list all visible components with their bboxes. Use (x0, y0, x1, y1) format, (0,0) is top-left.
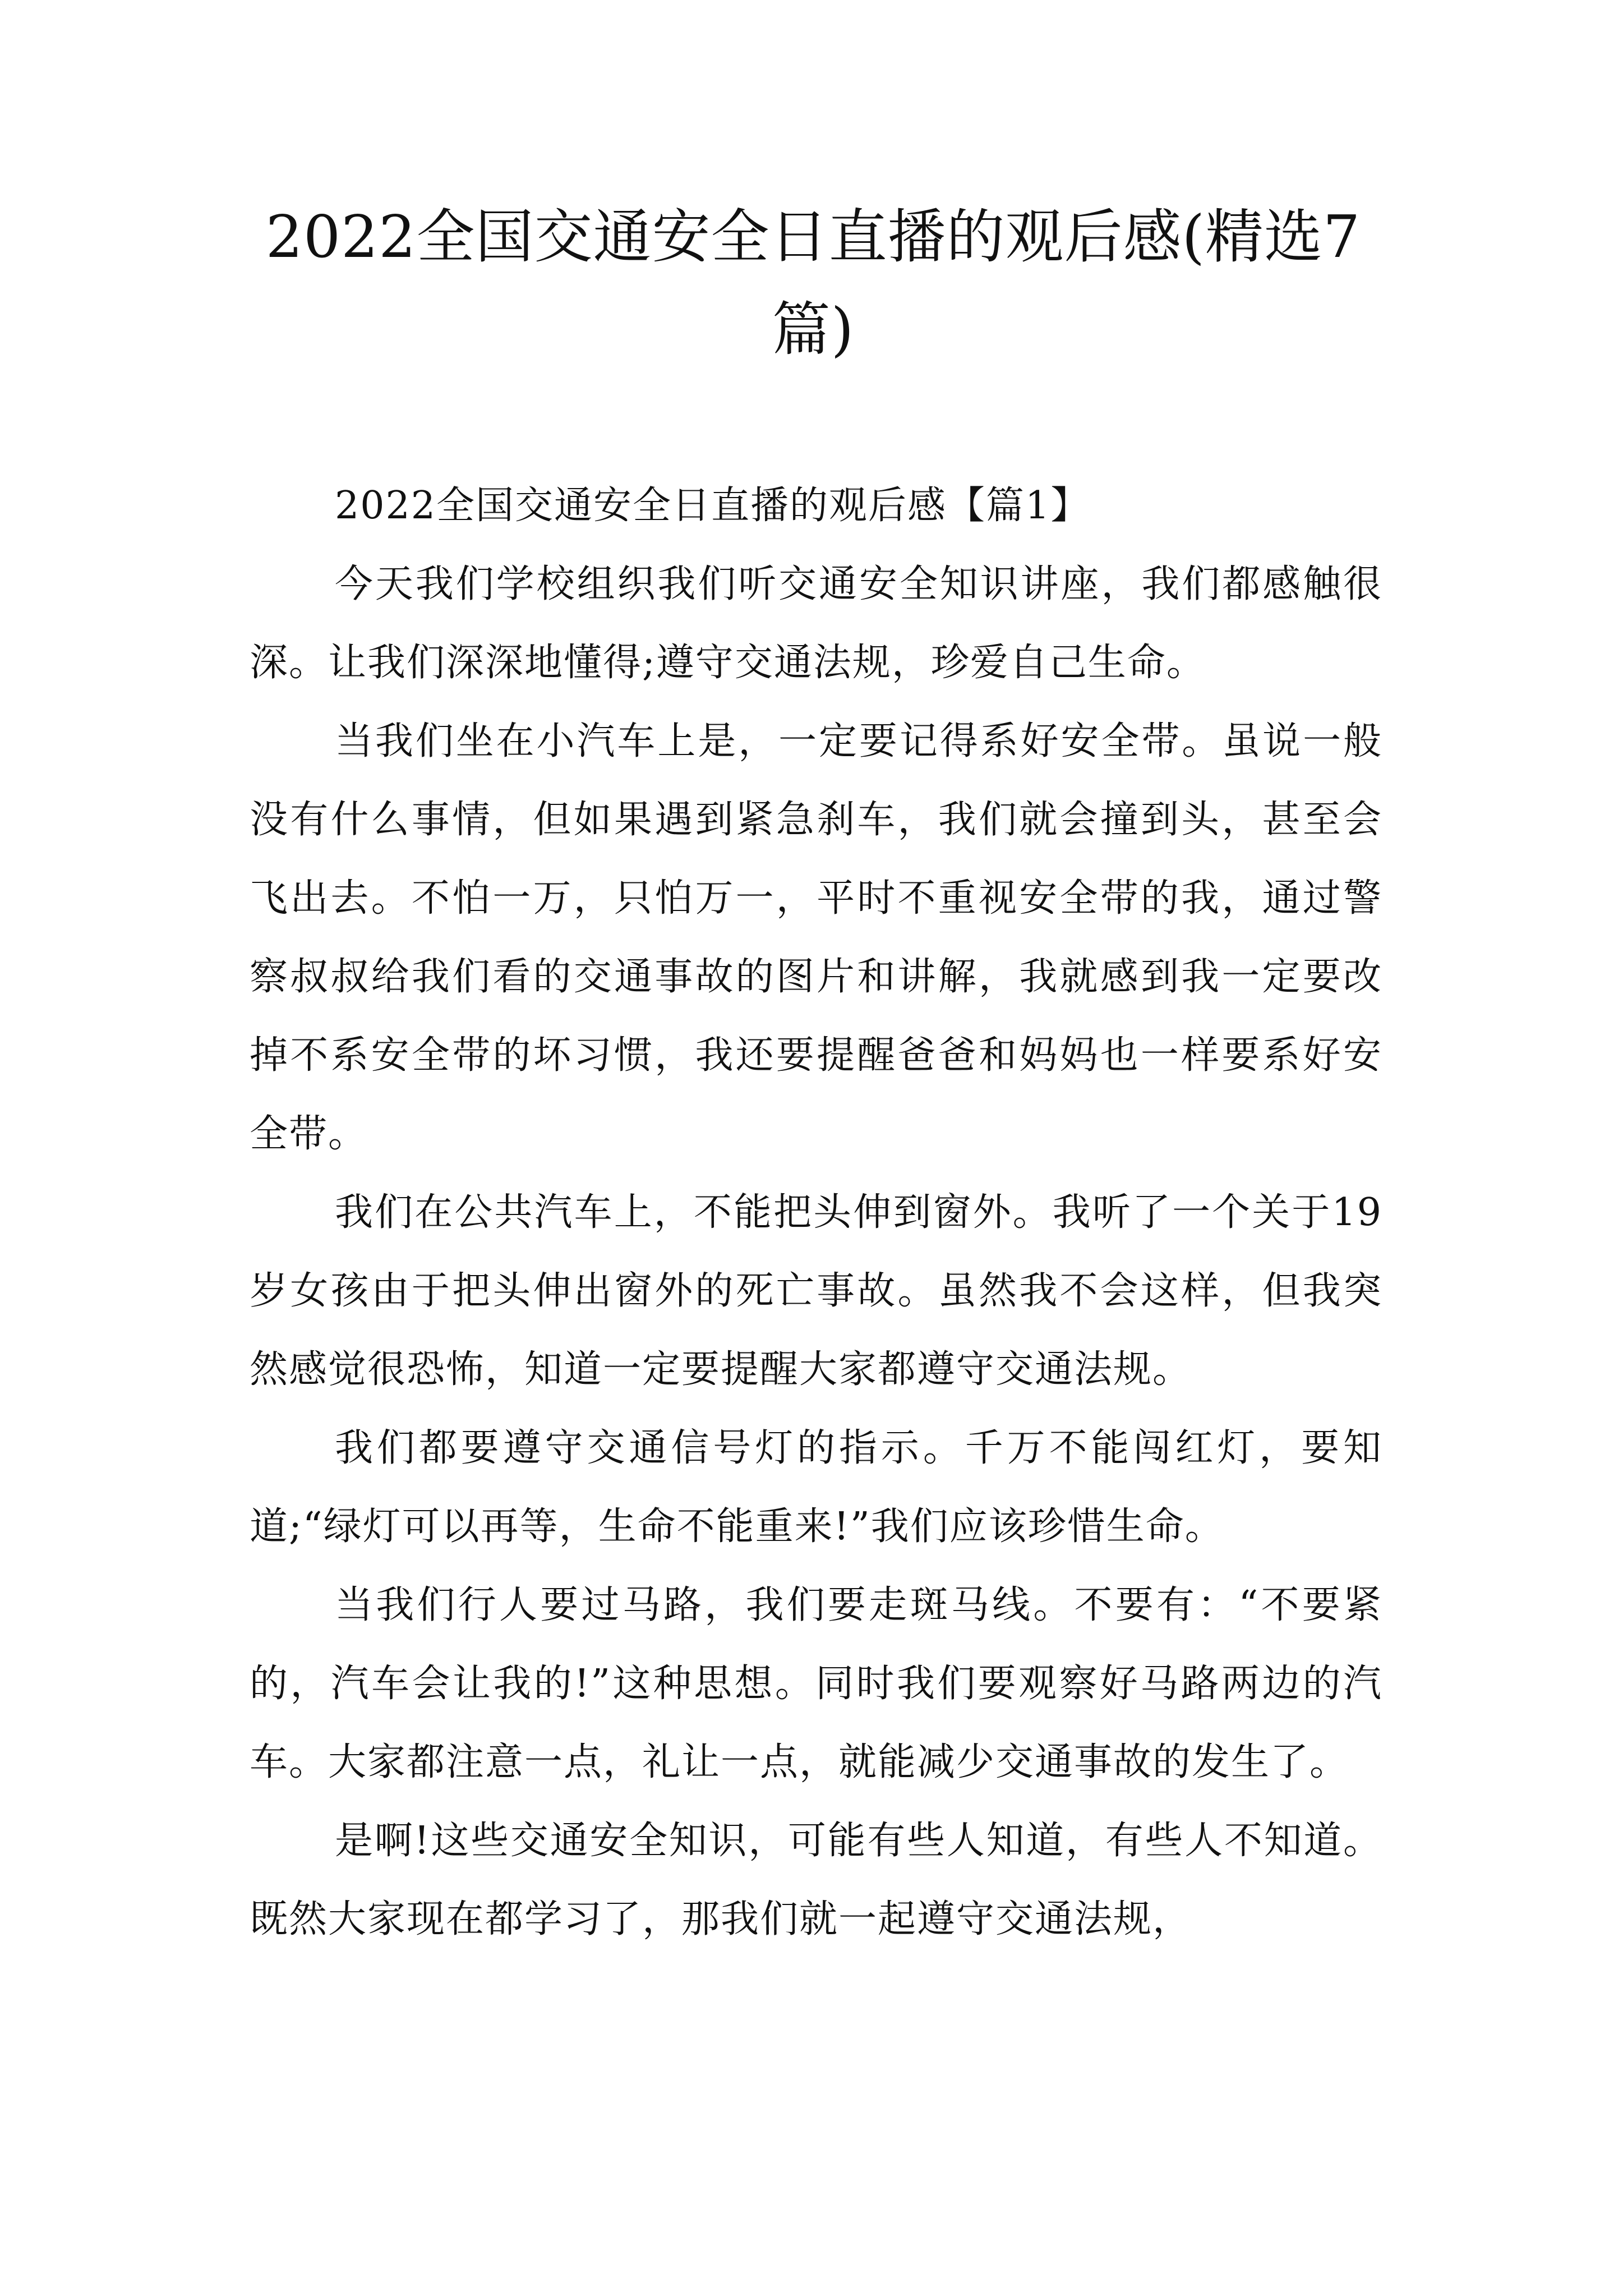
paragraph-6: 是啊!这些交通安全知识，可能有些人知道，有些人不知道。既然大家现在都学习了，那我们就一起遵守交通法规， (250, 1819, 1382, 1941)
section-heading: 2022全国交通安全日直播的观后感【篇1】 (335, 484, 1090, 528)
paragraph-5: 当我们行人要过马路，我们要走斑马线。不要有：“不要紧的，汽车会让我的!”这种思想。同时我们要观察好马路两边的汽车。大家都注意一点，礼让一点，就能减少交通事故的发生了。 (250, 1583, 1382, 1784)
paragraph-1: 今天我们学校组织我们听交通安全知识讲座，我们都感触很深。让我们深深地懂得;遵守交通法规，珍爱自己生命。 (250, 562, 1382, 685)
paragraph-4: 我们都要遵守交通信号灯的指示。千万不能闯红灯，要知道;“绿灯可以再等，生命不能重来!”我们应该珍惜生命。 (250, 1426, 1382, 1549)
paragraph-3: 我们在公共汽车上，不能把头伸到窗外。我听了一个关于19岁女孩由于把头伸出窗外的死亡事故。虽然我不会这样，但我突然感觉很恐怖，知道一定要提醒大家都遵守交通法规。 (250, 1190, 1382, 1392)
document-body (250, 467, 1382, 1959)
paragraph-2: 当我们坐在小汽车上是，一定要记得系好安全带。虽说一般没有什么事情，但如果遇到紧急刹车，我们就会撞到头，甚至会飞出去。不怕一万，只怕万一，平时不重视安全带的我，通过警察叔叔给我们看的交通事故的图片和讲解，我就感到我一定要改掉不系安全带的坏习惯，我还要提醒爸爸和妈妈也一样要系好安全带。 (250, 719, 1382, 1156)
document-title: 2022全国交通安全日直播的观后感(精选7篇) (265, 203, 1361, 364)
